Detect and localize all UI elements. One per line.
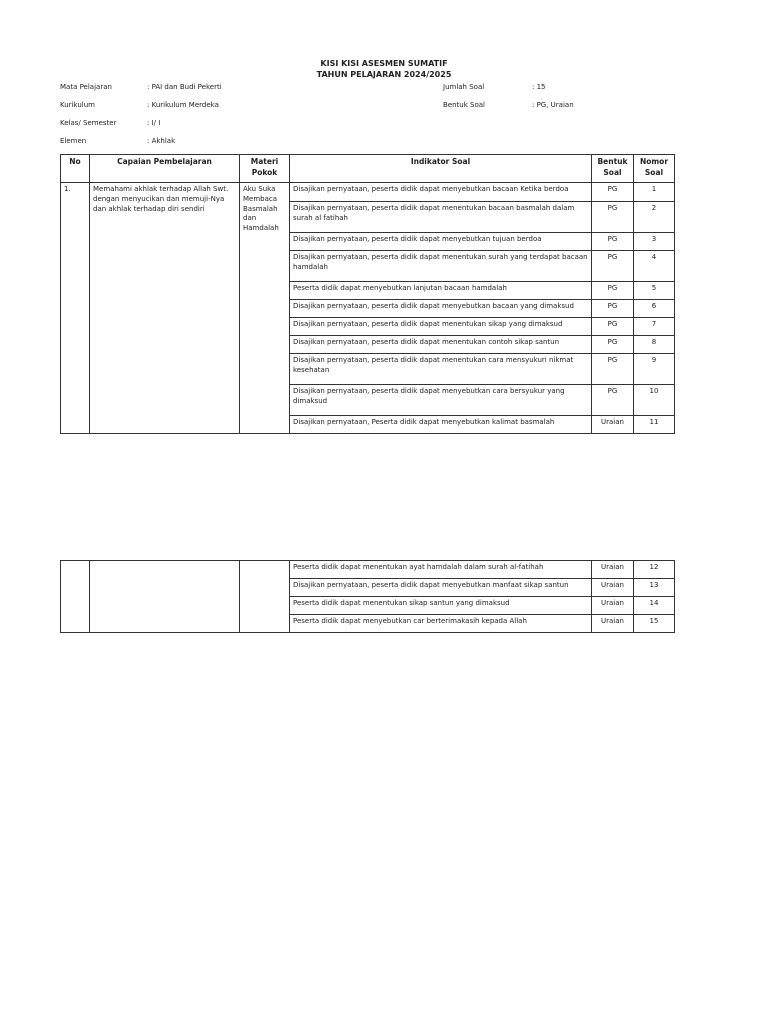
cell-bentuk: Uraian — [592, 416, 634, 434]
cell-nomor: 10 — [634, 385, 675, 416]
cell-bentuk: PG — [592, 233, 634, 251]
mapel-value: : PAI dan Budi Pekerti — [147, 83, 222, 91]
kelas-label: Kelas/ Semester — [60, 119, 117, 127]
elemen-value: : Akhlak — [147, 137, 176, 145]
cell-indikator: Disajikan pernyataan, peserta didik dapat menyebutkan bacaan yang dimaksud — [290, 300, 592, 318]
kisi-table-continued — [60, 560, 675, 633]
cell-materi: Aku Suka Membaca Basmalah dan Hamdalah — [240, 183, 290, 434]
cell-bentuk: PG — [592, 202, 634, 233]
cell-nomor: 5 — [634, 282, 675, 300]
cell-nomor: 3 — [634, 233, 675, 251]
cell-capaian-empty — [90, 561, 240, 633]
cell-indikator: Disajikan pernyataan, peserta didik dapat menentukan sikap yang dimaksud — [290, 318, 592, 336]
cell-bentuk: Uraian — [592, 597, 634, 615]
cell-indikator: Disajikan pernyataan, peserta didik dapat menentukan contoh sikap santun — [290, 336, 592, 354]
header-indikator: Indikator Soal — [290, 155, 592, 183]
cell-bentuk: PG — [592, 336, 634, 354]
cell-no-empty — [61, 561, 90, 633]
doc-title-line2: TAHUN PELAJARAN 2024/2025 — [316, 70, 452, 79]
cell-bentuk: PG — [592, 300, 634, 318]
cell-nomor: 11 — [634, 416, 675, 434]
cell-bentuk: PG — [592, 282, 634, 300]
header-bentuk: Bentuk Soal — [592, 155, 634, 183]
bentuk-soal-value: : PG, Uraian — [532, 101, 574, 109]
cell-bentuk: PG — [592, 385, 634, 416]
cell-indikator: Peserta didik dapat menyebutkan car berterimakasih kepada Allah — [290, 615, 592, 633]
cell-nomor: 8 — [634, 336, 675, 354]
cell-indikator: Disajikan pernyataan, Peserta didik dapat menyebutkan kalimat basmalah — [290, 416, 592, 434]
cell-bentuk: Uraian — [592, 579, 634, 597]
cell-nomor: 7 — [634, 318, 675, 336]
cell-bentuk: PG — [592, 251, 634, 282]
header-materi: Materi Pokok — [240, 155, 290, 183]
cell-bentuk: Uraian — [592, 561, 634, 579]
cell-indikator: Disajikan pernyataan, peserta didik dapat menentukan bacaan basmalah dalam surah al fatihah — [290, 202, 592, 233]
cell-nomor: 14 — [634, 597, 675, 615]
cell-nomor: 13 — [634, 579, 675, 597]
cell-indikator: Disajikan pernyataan, peserta didik dapat menyebutkan manfaat sikap santun — [290, 579, 592, 597]
header-no: No — [61, 155, 90, 183]
table-row — [61, 183, 675, 202]
kurikulum-value: : Kurikulum Merdeka — [147, 101, 219, 109]
cell-indikator: Disajikan pernyataan, peserta didik dapat menentukan surah yang terdapat bacaan hamdalah — [290, 251, 592, 282]
cell-bentuk: Uraian — [592, 615, 634, 633]
cell-nomor: 2 — [634, 202, 675, 233]
cell-bentuk: PG — [592, 183, 634, 202]
cell-indikator: Peserta didik dapat menentukan sikap santun yang dimaksud — [290, 597, 592, 615]
cell-nomor: 15 — [634, 615, 675, 633]
header-nomor: Nomor Soal — [634, 155, 675, 183]
cell-indikator: Peserta didik dapat menyebutkan lanjutan bacaan hamdalah — [290, 282, 592, 300]
cell-indikator: Peserta didik dapat menentukan ayat hamdalah dalam surah al-fatihah — [290, 561, 592, 579]
kisi-table — [60, 154, 675, 434]
cell-nomor: 9 — [634, 354, 675, 385]
cell-nomor: 6 — [634, 300, 675, 318]
cell-no: 1. — [61, 183, 90, 434]
cell-nomor: 1 — [634, 183, 675, 202]
table-row — [61, 561, 675, 579]
cell-capaian: Memahami akhlak terhadap Allah Swt. dengan menyucikan dan memuji-Nya dan akhlak terhadap diri sendiri — [90, 183, 240, 434]
elemen-label: Elemen — [60, 137, 87, 145]
cell-indikator: Disajikan pernyataan, peserta didik dapat menentukan cara mensyukuri nikmat kesehatan — [290, 354, 592, 385]
cell-nomor: 4 — [634, 251, 675, 282]
cell-bentuk: PG — [592, 354, 634, 385]
cell-indikator: Disajikan pernyataan, peserta didik dapat menyebutkan tujuan berdoa — [290, 233, 592, 251]
doc-title-line1: KISI KISI ASESMEN SUMATIF — [320, 59, 448, 68]
cell-materi-empty — [240, 561, 290, 633]
header-capaian: Capaian Pembelajaran — [90, 155, 240, 183]
cell-indikator: Disajikan pernyataan, peserta didik dapat menyebutkan cara bersyukur yang dimaksud — [290, 385, 592, 416]
cell-nomor: 12 — [634, 561, 675, 579]
table-header-row — [61, 155, 675, 183]
kelas-value: : I/ I — [147, 119, 161, 127]
cell-bentuk: PG — [592, 318, 634, 336]
cell-indikator: Disajikan pernyataan, peserta didik dapat menyebutkan bacaan Ketika berdoa — [290, 183, 592, 202]
mapel-label: Mata Pelajaran — [60, 83, 112, 91]
kurikulum-label: Kurikulum — [60, 101, 95, 109]
jumlah-soal-label: Jumlah Soal — [443, 83, 485, 91]
jumlah-soal-value: : 15 — [532, 83, 546, 91]
bentuk-soal-label: Bentuk Soal — [443, 101, 485, 109]
